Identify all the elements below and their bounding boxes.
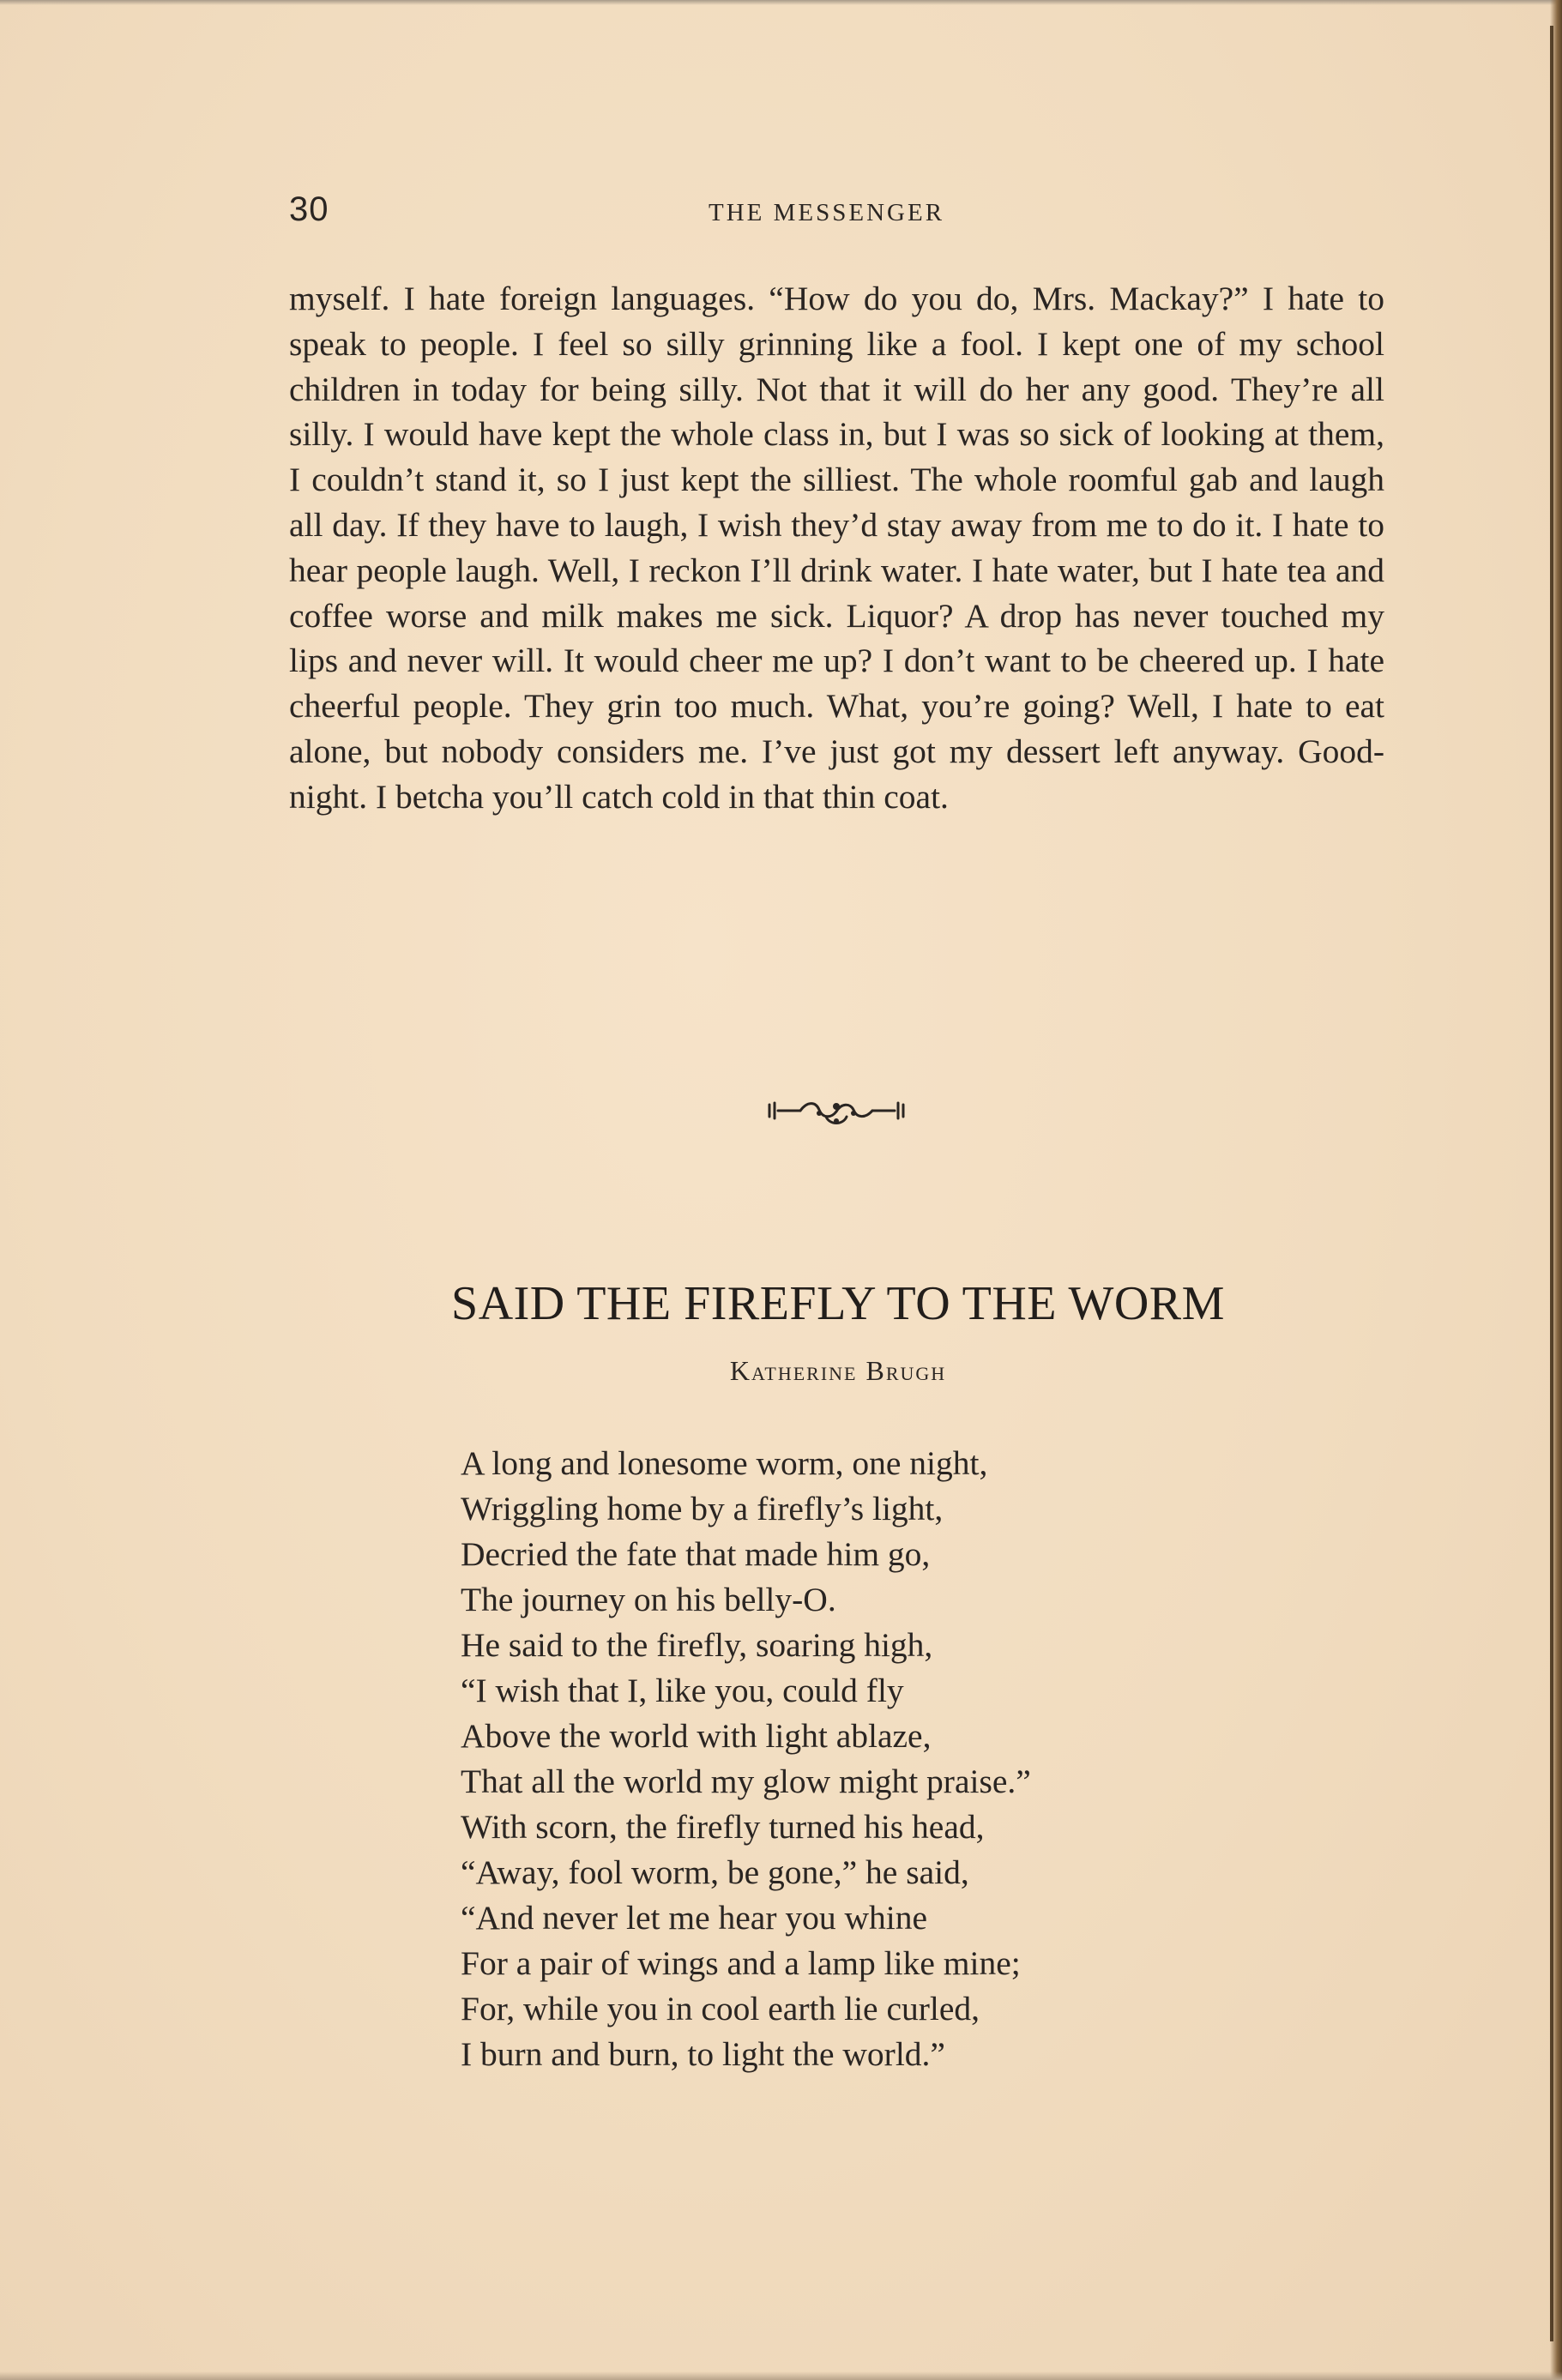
page-top-edge xyxy=(0,0,1562,5)
page-bottom-edge xyxy=(0,2371,1562,2380)
page-header xyxy=(289,190,1387,235)
binding-line xyxy=(1550,26,1553,2341)
poem-line: Decried the fate that made him go, xyxy=(461,1535,931,1573)
poem-line: “Away, fool worm, be gone,” he said, xyxy=(461,1853,969,1891)
poem-title: SAID THE FIREFLY TO THE WORM xyxy=(451,1277,1225,1330)
prose-paragraph: myself. I hate foreign languages. “How do you do, Mrs. Mackay?” I hate to speak to people. I feel so silly grinning like a fool. I kept one of my school children in today for being silly. Not that it will do her any good. They’re all silly. I would have kept the whole class in, but I was so sick of looking at them, I couldn’t stand it, so I just kept the silliest. The whole roomful gab and laugh all day. If they have to laugh, I wish they’d stay away from me to do it. I hate to hear people laugh. Well, I reckon I’ll drink water. I hate water, but I hate tea and coffee worse and milk makes me sick. Liquor? A drop has never touched my lips and never will. It would cheer me up? I don’t want to be cheered up. I hate cheerful people. They grin too much. What, you’re going? Well, I hate to eat alone, but nobody considers me. I’ve just got my dessert left anyway. Good-night. I betcha you’ll catch cold in that thin coat. xyxy=(289,280,1384,816)
poem-line: Above the world with light ablaze, xyxy=(461,1717,932,1755)
poem-line: That all the world my glow might praise.” xyxy=(461,1762,1031,1800)
ornament-icon xyxy=(766,1094,907,1129)
poem-line: I burn and burn, to light the world.” xyxy=(461,2035,945,2073)
poem-line: “I wish that I, like you, could fly xyxy=(461,1672,904,1709)
poem-line: “And never let me hear you whine xyxy=(461,1899,928,1937)
poem-line: A long and lonesome worm, one night, xyxy=(461,1444,988,1482)
poem-line: For, while you in cool earth lie curled, xyxy=(461,1990,980,2028)
running-title: THE MESSENGER xyxy=(709,199,945,226)
poem-line: Wriggling home by a firefly’s light, xyxy=(461,1490,944,1527)
poem-body xyxy=(461,1441,1233,2077)
poem-line: He said to the firefly, soaring high, xyxy=(461,1626,933,1664)
poem-line: For a pair of wings and a lamp like mine; xyxy=(461,1944,1021,1982)
page-number: 30 xyxy=(289,190,329,228)
poem-line: With scorn, the firefly turned his head, xyxy=(461,1808,985,1846)
poem-author: Katherine Brugh xyxy=(729,1355,947,1386)
poem-line: The journey on his belly-O. xyxy=(461,1581,836,1618)
